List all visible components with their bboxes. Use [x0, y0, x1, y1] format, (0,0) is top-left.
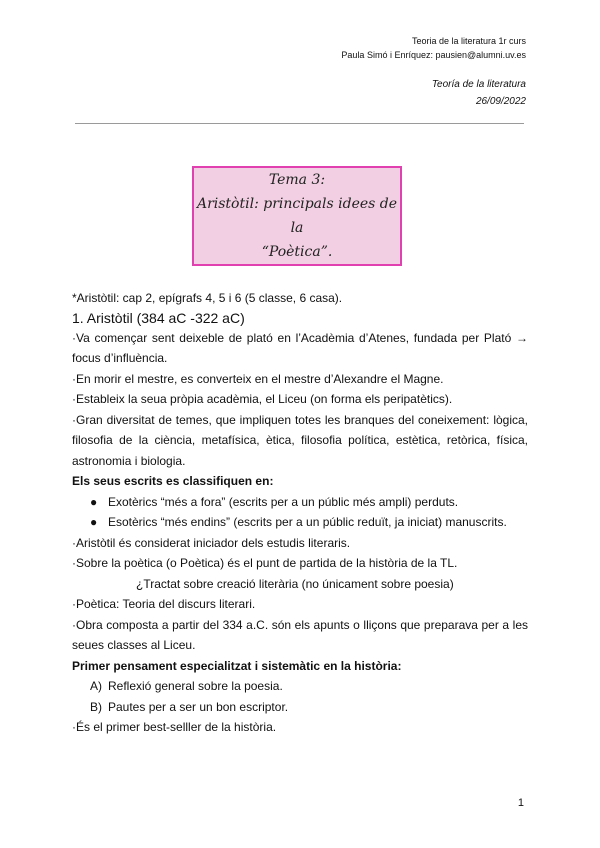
- header-divider: [75, 123, 524, 124]
- header-meta: [432, 76, 526, 110]
- paragraph: ·Va començar sent deixeble de plató en l’Acadèmia d’Atenes, fundada per Plató → focus d’influència.: [72, 330, 528, 365]
- header-author: Paula Simó i Enríquez: pausien@alumni.uv.es: [341, 50, 526, 60]
- subheading-first-thought: Primer pensament especialitzat i sistemàtic en la història:: [72, 658, 402, 673]
- list-item-text: Reflexió general sobre la poesia.: [108, 679, 283, 693]
- paragraph: ·En morir el mestre, es converteix en el mestre d’Alexandre el Magne.: [72, 371, 444, 386]
- title-box: [192, 166, 402, 266]
- section-heading: 1. Aristòtil (384 aC -322 aC): [72, 309, 245, 326]
- paragraph: ·És el primer best-selller de la història.: [72, 720, 277, 734]
- title-line-3: “Poètica”.: [261, 244, 333, 260]
- page-number: 1: [517, 797, 524, 809]
- list-item-text: Exotèrics “més a fora” (escrits per a un públic més ampli) perduts.: [108, 494, 459, 509]
- title-line-1: Tema 3:: [268, 172, 326, 188]
- page-header: [341, 34, 526, 62]
- document-body: [72, 288, 528, 738]
- paragraph: ·Gran diversitat de temes, que impliquen totes les branques del coneixement: lògica, filosofia de la ciència, metafísica, ètica, filosofia política, estètica, retòrica, física, astronomia i biologia.: [72, 412, 528, 468]
- list-item-text: Esotèrics “més endins” (escrits per a un públic reduït, ja iniciat) manuscrits.: [108, 515, 507, 529]
- header-subject: Teoría de la literatura: [431, 79, 526, 90]
- bullet-icon: ●: [90, 515, 98, 529]
- list-marker: B): [90, 699, 102, 714]
- header-course: Teoria de la literatura 1r curs: [411, 36, 526, 46]
- paragraph: ·Poètica: Teoria del discurs literari.: [72, 597, 256, 611]
- paragraph: ·Sobre la poètica (o Poètica) és el punt de partida de la història de la TL.: [72, 556, 458, 570]
- list-marker: A): [90, 679, 102, 693]
- indented-note: ¿Tractat sobre creació literària (no únicament sobre poesia): [136, 576, 454, 591]
- list-item: [72, 697, 528, 718]
- list-item: [72, 492, 528, 513]
- list-item: [72, 512, 528, 533]
- subheading-writings: Els seus escrits es classifiquen en:: [72, 474, 274, 488]
- title-line-2: Aristòtil: principals idees de la: [196, 196, 398, 236]
- list-item-text: Pautes per a ser un bon escriptor.: [108, 699, 289, 714]
- paragraph: ·Estableix la seua pròpia acadèmia, el Liceu (on forma els peripatètics).: [72, 392, 453, 406]
- paragraph: ·Aristòtil és considerat iniciador dels estudis literaris.: [72, 535, 351, 550]
- reference-note: *Aristòtil: cap 2, epígrafs 4, 5 i 6 (5 classe, 6 casa).: [72, 291, 343, 305]
- bullet-icon: ●: [90, 494, 98, 509]
- list-item: [72, 676, 528, 697]
- header-date: 26/09/2022: [475, 96, 526, 107]
- paragraph: ·Obra composta a partir del 334 a.C. són els apunts o lliçons que preparava per a les seues classes al Liceu.: [72, 617, 528, 652]
